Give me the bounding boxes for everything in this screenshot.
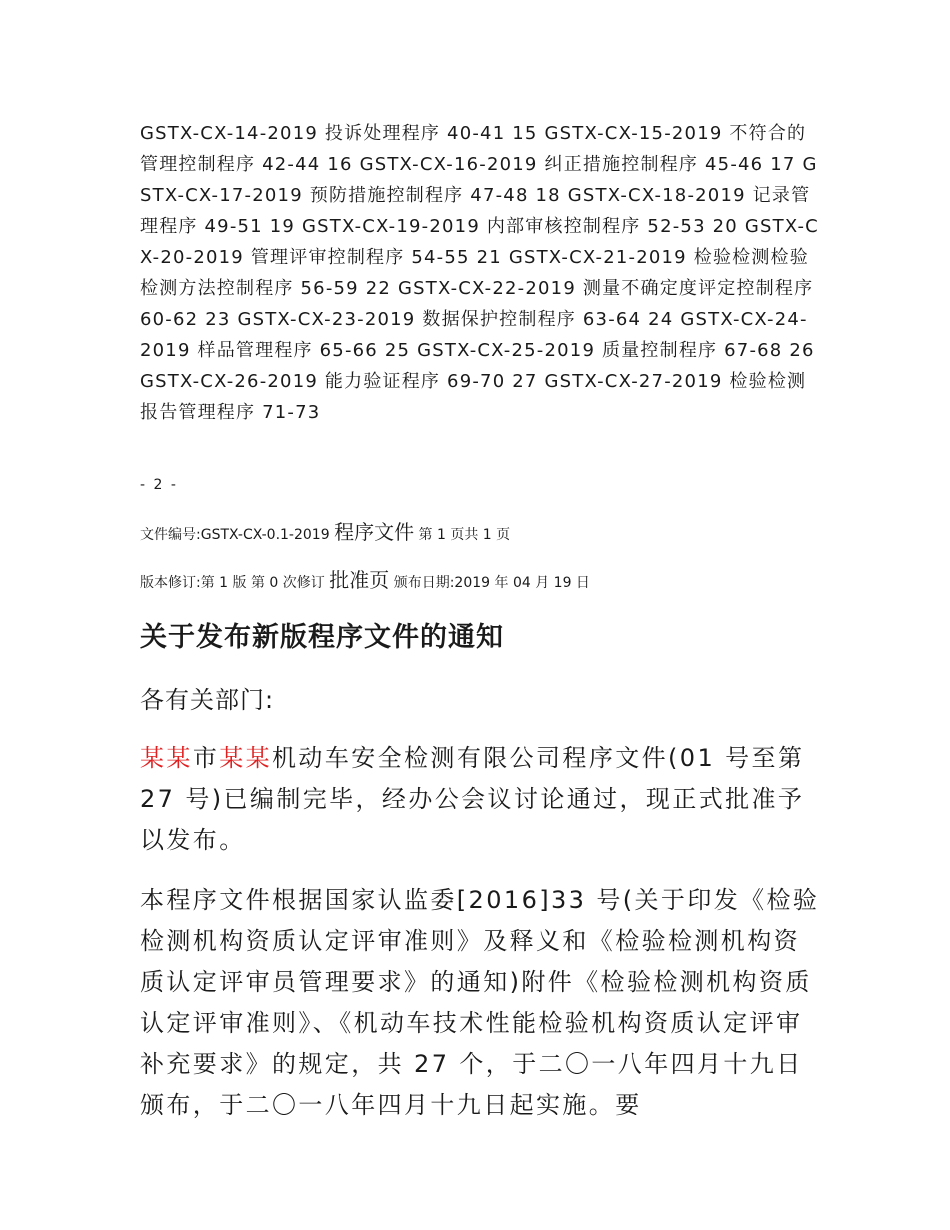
issue-date: 颁布日期:2019 年 04 月 19 日 (393, 575, 590, 591)
city-suffix: 市 (192, 744, 220, 772)
revision-info: 版本修订:第 1 版 第 0 次修订 (140, 575, 325, 591)
placeholder-name-1: 某某 (140, 744, 193, 772)
header-line-2 (140, 564, 590, 593)
doc-type: 程序文件 (334, 520, 415, 544)
page-number: - 2 - (140, 477, 178, 493)
approval-label: 批准页 (329, 568, 390, 592)
notice-paragraph-2: 本程序文件根据国家认监委[2016]33 号(关于印发《检验检测机构资质认定评审准则》及释义和《检验检测机构资质认定评审员管理要求》的通知)附件《检验检测机构资质认定评审准则》、《机动车技术性能检验机构资质认定评审补充要求》的规定，共 27 个，于二〇一八年四月十九日颁布，于二〇一八年四月十九日起实施。要 (140, 886, 820, 1119)
notice-greeting: 各有关部门: (140, 686, 275, 714)
page-info: 第 1 页共 1 页 (418, 527, 511, 543)
header-line-1 (140, 516, 510, 545)
doc-number: 文件编号:GSTX-CX-0.1-2019 (140, 527, 330, 543)
notice-paragraph-1 (140, 738, 820, 861)
paragraph-1-text: 机动车安全检测有限公司程序文件(01 号至第 27 号)已编制完毕，经办公会议讨论通过，现正式批准予以发布。 (140, 744, 805, 854)
table-of-contents-text: GSTX-CX-14-2019 投诉处理程序 40-41 15 GSTX-CX-15-2019 不符合的管理控制程序 42-44 16 GSTX-CX-16-2019 纠正措施控制程序 45-46 17 GSTX-CX-17-2019 预防措施控制程序 47-48 18 GSTX-CX-18-2019 记录管理程序 49-51 19 GSTX-CX-19-2019 内部审核控制程序 52-53 20 GSTX-CX-20-2019 管理评审控制程序 54-55 21 GSTX-CX-21-2019 检验检测检验检测方法控制程序 56-59 22 GSTX-CX-22-2019 测量不确定度评定控制程序 60-62 23 GSTX-CX-23-2019 数据保护控制程序 63-64 24 GSTX-CX-24-2019 样品管理程序 65-66 25 GSTX-CX-25-2019 质量控制程序 67-68 26 GSTX-CX-26-2019 能力验证程序 69-70 27 GSTX-CX-27-2019 检验检测报告管理程序 71-73 (140, 123, 819, 423)
placeholder-name-2: 某某 (219, 744, 273, 772)
notice-title: 关于发布新版程序文件的通知 (140, 622, 504, 653)
